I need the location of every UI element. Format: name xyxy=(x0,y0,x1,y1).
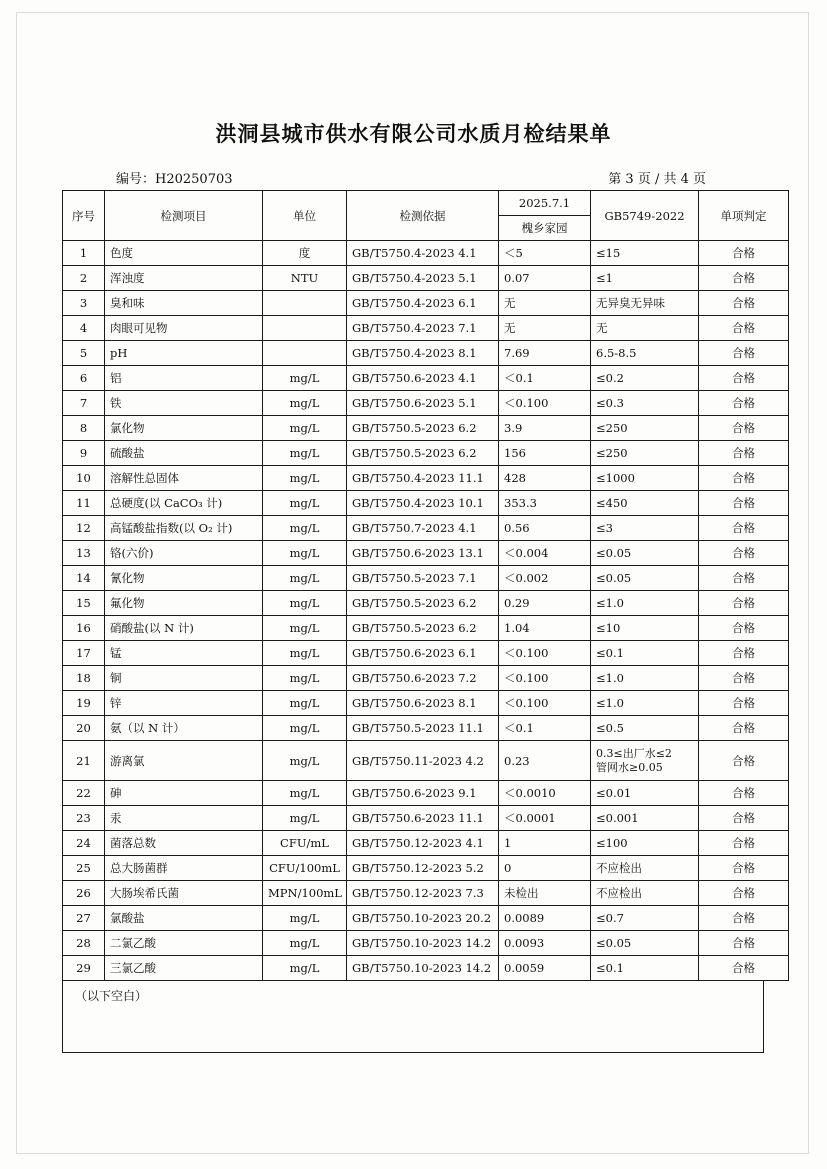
cell-judgement: 合格 xyxy=(699,666,789,691)
cell-no: 24 xyxy=(63,831,105,856)
cell-limit: ≤0.1 xyxy=(591,641,699,666)
cell-basis: GB/T5750.6-2023 8.1 xyxy=(347,691,499,716)
cell-judgement: 合格 xyxy=(699,831,789,856)
cell-no: 26 xyxy=(63,881,105,906)
cell-limit: 0.3≤出厂水≤2 管网水≥0.05 xyxy=(591,741,699,781)
cell-basis: GB/T5750.5-2023 7.1 xyxy=(347,566,499,591)
cell-basis: GB/T5750.6-2023 7.2 xyxy=(347,666,499,691)
header-item: 检测项目 xyxy=(105,191,263,241)
cell-no: 27 xyxy=(63,906,105,931)
cell-judgement: 合格 xyxy=(699,956,789,981)
cell-unit: mg/L xyxy=(263,391,347,416)
cell-item: 总大肠菌群 xyxy=(105,856,263,881)
cell-judgement: 合格 xyxy=(699,416,789,441)
table-row xyxy=(63,956,789,981)
header-sample-date: 2025.7.1 xyxy=(499,191,591,216)
cell-no: 15 xyxy=(63,591,105,616)
cell-judgement: 合格 xyxy=(699,491,789,516)
cell-limit: ≤0.3 xyxy=(591,391,699,416)
cell-judgement: 合格 xyxy=(699,931,789,956)
cell-judgement: 合格 xyxy=(699,441,789,466)
cell-item: 铁 xyxy=(105,391,263,416)
cell-no: 12 xyxy=(63,516,105,541)
table-row xyxy=(63,691,789,716)
page-number: 第 3 页 / 共 4 页 xyxy=(608,172,706,187)
cell-no: 28 xyxy=(63,931,105,956)
cell-unit: mg/L xyxy=(263,691,347,716)
cell-unit: mg/L xyxy=(263,956,347,981)
cell-value: ＜0.100 xyxy=(499,391,591,416)
cell-unit: mg/L xyxy=(263,366,347,391)
table-row xyxy=(63,666,789,691)
cell-value: ＜0.100 xyxy=(499,641,591,666)
cell-no: 11 xyxy=(63,491,105,516)
cell-basis: GB/T5750.11-2023 4.2 xyxy=(347,741,499,781)
cell-limit: 不应检出 xyxy=(591,881,699,906)
cell-unit: 度 xyxy=(263,241,347,266)
cell-value: ＜0.1 xyxy=(499,366,591,391)
cell-no: 14 xyxy=(63,566,105,591)
table-row xyxy=(63,466,789,491)
cell-unit: mg/L xyxy=(263,441,347,466)
cell-unit: mg/L xyxy=(263,666,347,691)
cell-limit: ≤0.01 xyxy=(591,781,699,806)
cell-limit: ≤15 xyxy=(591,241,699,266)
cell-value: 1 xyxy=(499,831,591,856)
cell-judgement: 合格 xyxy=(699,291,789,316)
cell-item: 锌 xyxy=(105,691,263,716)
cell-basis: GB/T5750.10-2023 20.2 xyxy=(347,906,499,931)
cell-unit xyxy=(263,291,347,316)
cell-value: 353.3 xyxy=(499,491,591,516)
cell-basis: GB/T5750.7-2023 4.1 xyxy=(347,516,499,541)
cell-unit xyxy=(263,341,347,366)
cell-no: 25 xyxy=(63,856,105,881)
cell-unit: mg/L xyxy=(263,906,347,931)
header-standard: GB5749-2022 xyxy=(591,191,699,241)
cell-item: 高锰酸盐指数(以 O₂ 计) xyxy=(105,516,263,541)
cell-unit: mg/L xyxy=(263,491,347,516)
table-row xyxy=(63,391,789,416)
cell-value: 0.23 xyxy=(499,741,591,781)
table-row xyxy=(63,266,789,291)
cell-unit: mg/L xyxy=(263,806,347,831)
table-row xyxy=(63,806,789,831)
cell-judgement: 合格 xyxy=(699,341,789,366)
cell-value: 3.9 xyxy=(499,416,591,441)
cell-basis: GB/T5750.6-2023 9.1 xyxy=(347,781,499,806)
cell-limit: ≤450 xyxy=(591,491,699,516)
cell-value: ＜5 xyxy=(499,241,591,266)
cell-item: 氯酸盐 xyxy=(105,906,263,931)
cell-item: 二氯乙酸 xyxy=(105,931,263,956)
cell-value: ＜0.100 xyxy=(499,691,591,716)
cell-basis: GB/T5750.4-2023 7.1 xyxy=(347,316,499,341)
cell-no: 19 xyxy=(63,691,105,716)
cell-no: 21 xyxy=(63,741,105,781)
cell-basis: GB/T5750.12-2023 4.1 xyxy=(347,831,499,856)
cell-item: 硝酸盐(以 N 计) xyxy=(105,616,263,641)
cell-unit: CFU/100mL xyxy=(263,856,347,881)
cell-value: ＜0.1 xyxy=(499,716,591,741)
cell-value: 0.07 xyxy=(499,266,591,291)
cell-basis: GB/T5750.10-2023 14.2 xyxy=(347,931,499,956)
cell-judgement: 合格 xyxy=(699,541,789,566)
cell-judgement: 合格 xyxy=(699,641,789,666)
cell-unit: mg/L xyxy=(263,741,347,781)
cell-item: 溶解性总固体 xyxy=(105,466,263,491)
table-row xyxy=(63,616,789,641)
cell-limit: 无 xyxy=(591,316,699,341)
table-row xyxy=(63,591,789,616)
table-row xyxy=(63,931,789,956)
cell-value: 7.69 xyxy=(499,341,591,366)
cell-item: 锰 xyxy=(105,641,263,666)
cell-limit: ≤0.1 xyxy=(591,956,699,981)
cell-limit: ≤0.05 xyxy=(591,541,699,566)
cell-limit: ≤250 xyxy=(591,441,699,466)
cell-basis: GB/T5750.6-2023 11.1 xyxy=(347,806,499,831)
cell-limit: ≤10 xyxy=(591,616,699,641)
cell-value: 未检出 xyxy=(499,881,591,906)
cell-value: 0.0059 xyxy=(499,956,591,981)
cell-unit: mg/L xyxy=(263,931,347,956)
cell-unit: mg/L xyxy=(263,716,347,741)
cell-item: 色度 xyxy=(105,241,263,266)
cell-basis: GB/T5750.4-2023 10.1 xyxy=(347,491,499,516)
document-meta xyxy=(116,168,716,187)
cell-unit: mg/L xyxy=(263,466,347,491)
cell-basis: GB/T5750.4-2023 6.1 xyxy=(347,291,499,316)
cell-no: 1 xyxy=(63,241,105,266)
cell-no: 2 xyxy=(63,266,105,291)
cell-item: 铬(六价) xyxy=(105,541,263,566)
cell-unit: mg/L xyxy=(263,781,347,806)
cell-no: 20 xyxy=(63,716,105,741)
cell-item: 浑浊度 xyxy=(105,266,263,291)
cell-unit: mg/L xyxy=(263,516,347,541)
header-judgement: 单项判定 xyxy=(699,191,789,241)
table-row xyxy=(63,881,789,906)
cell-unit: mg/L xyxy=(263,566,347,591)
cell-item: 肉眼可见物 xyxy=(105,316,263,341)
cell-limit: ≤100 xyxy=(591,831,699,856)
cell-item: 砷 xyxy=(105,781,263,806)
cell-basis: GB/T5750.5-2023 11.1 xyxy=(347,716,499,741)
cell-value: 0.0093 xyxy=(499,931,591,956)
cell-no: 9 xyxy=(63,441,105,466)
table-row xyxy=(63,541,789,566)
table-row xyxy=(63,491,789,516)
table-header xyxy=(63,191,789,241)
cell-value: ＜0.0010 xyxy=(499,781,591,806)
cell-no: 10 xyxy=(63,466,105,491)
cell-no: 7 xyxy=(63,391,105,416)
cell-judgement: 合格 xyxy=(699,691,789,716)
cell-value: ＜0.002 xyxy=(499,566,591,591)
cell-judgement: 合格 xyxy=(699,516,789,541)
table-row xyxy=(63,641,789,666)
cell-limit: ≤0.05 xyxy=(591,931,699,956)
cell-item: pH xyxy=(105,341,263,366)
header-no: 序号 xyxy=(63,191,105,241)
cell-judgement: 合格 xyxy=(699,391,789,416)
cell-basis: GB/T5750.6-2023 13.1 xyxy=(347,541,499,566)
blank-note: （以下空白） xyxy=(62,981,764,1053)
cell-item: 铜 xyxy=(105,666,263,691)
cell-no: 18 xyxy=(63,666,105,691)
cell-value: 1.04 xyxy=(499,616,591,641)
cell-unit: mg/L xyxy=(263,641,347,666)
cell-no: 29 xyxy=(63,956,105,981)
cell-judgement: 合格 xyxy=(699,906,789,931)
cell-basis: GB/T5750.12-2023 7.3 xyxy=(347,881,499,906)
cell-value: 156 xyxy=(499,441,591,466)
header-sample-site: 槐乡家园 xyxy=(499,216,591,241)
cell-judgement: 合格 xyxy=(699,856,789,881)
table-row xyxy=(63,741,789,781)
cell-judgement: 合格 xyxy=(699,591,789,616)
cell-item: 游离氯 xyxy=(105,741,263,781)
cell-judgement: 合格 xyxy=(699,806,789,831)
cell-limit: ≤0.2 xyxy=(591,366,699,391)
cell-limit: ≤3 xyxy=(591,516,699,541)
cell-no: 17 xyxy=(63,641,105,666)
cell-limit: 无异臭无异味 xyxy=(591,291,699,316)
cell-basis: GB/T5750.4-2023 5.1 xyxy=(347,266,499,291)
cell-basis: GB/T5750.10-2023 14.2 xyxy=(347,956,499,981)
cell-no: 4 xyxy=(63,316,105,341)
cell-value: 无 xyxy=(499,291,591,316)
cell-limit: ≤0.05 xyxy=(591,566,699,591)
cell-limit: ≤1 xyxy=(591,266,699,291)
cell-basis: GB/T5750.6-2023 4.1 xyxy=(347,366,499,391)
cell-item: 氯化物 xyxy=(105,416,263,441)
cell-value: 0 xyxy=(499,856,591,881)
cell-judgement: 合格 xyxy=(699,366,789,391)
table-row xyxy=(63,241,789,266)
table-row xyxy=(63,366,789,391)
cell-judgement: 合格 xyxy=(699,881,789,906)
cell-no: 23 xyxy=(63,806,105,831)
table-row xyxy=(63,856,789,881)
cell-item: 臭和味 xyxy=(105,291,263,316)
table-row xyxy=(63,316,789,341)
table-row xyxy=(63,781,789,806)
cell-value: 428 xyxy=(499,466,591,491)
cell-unit: mg/L xyxy=(263,616,347,641)
table-body xyxy=(63,241,789,981)
cell-judgement: 合格 xyxy=(699,466,789,491)
cell-value: 0.56 xyxy=(499,516,591,541)
cell-basis: GB/T5750.5-2023 6.2 xyxy=(347,416,499,441)
cell-judgement: 合格 xyxy=(699,316,789,341)
cell-unit: CFU/mL xyxy=(263,831,347,856)
cell-item: 氟化物 xyxy=(105,591,263,616)
cell-no: 22 xyxy=(63,781,105,806)
cell-limit: ≤0.5 xyxy=(591,716,699,741)
cell-unit: mg/L xyxy=(263,541,347,566)
header-basis: 检测依据 xyxy=(347,191,499,241)
cell-basis: GB/T5750.5-2023 6.2 xyxy=(347,616,499,641)
cell-judgement: 合格 xyxy=(699,566,789,591)
cell-unit: NTU xyxy=(263,266,347,291)
cell-basis: GB/T5750.4-2023 11.1 xyxy=(347,466,499,491)
table-row xyxy=(63,566,789,591)
cell-basis: GB/T5750.4-2023 8.1 xyxy=(347,341,499,366)
cell-no: 5 xyxy=(63,341,105,366)
cell-limit: 不应检出 xyxy=(591,856,699,881)
table-row xyxy=(63,441,789,466)
cell-item: 硫酸盐 xyxy=(105,441,263,466)
cell-basis: GB/T5750.5-2023 6.2 xyxy=(347,591,499,616)
cell-basis: GB/T5750.6-2023 6.1 xyxy=(347,641,499,666)
cell-unit: mg/L xyxy=(263,591,347,616)
table-row xyxy=(63,291,789,316)
cell-no: 13 xyxy=(63,541,105,566)
table-row xyxy=(63,831,789,856)
cell-item: 菌落总数 xyxy=(105,831,263,856)
cell-no: 6 xyxy=(63,366,105,391)
cell-limit: ≤1000 xyxy=(591,466,699,491)
cell-unit: mg/L xyxy=(263,416,347,441)
cell-value: 0.29 xyxy=(499,591,591,616)
cell-basis: GB/T5750.5-2023 6.2 xyxy=(347,441,499,466)
table-row xyxy=(63,716,789,741)
cell-judgement: 合格 xyxy=(699,781,789,806)
cell-limit: ≤0.001 xyxy=(591,806,699,831)
table-row xyxy=(63,516,789,541)
cell-no: 8 xyxy=(63,416,105,441)
cell-value: ＜0.004 xyxy=(499,541,591,566)
water-quality-table xyxy=(62,190,789,981)
cell-basis: GB/T5750.6-2023 5.1 xyxy=(347,391,499,416)
cell-item: 汞 xyxy=(105,806,263,831)
cell-basis: GB/T5750.4-2023 4.1 xyxy=(347,241,499,266)
cell-value: 无 xyxy=(499,316,591,341)
cell-limit: ≤250 xyxy=(591,416,699,441)
cell-item: 总硬度(以 CaCO₃ 计) xyxy=(105,491,263,516)
cell-item: 氰化物 xyxy=(105,566,263,591)
cell-limit: ≤0.7 xyxy=(591,906,699,931)
cell-limit: 6.5-8.5 xyxy=(591,341,699,366)
cell-judgement: 合格 xyxy=(699,241,789,266)
cell-limit: ≤1.0 xyxy=(591,666,699,691)
table-row xyxy=(63,906,789,931)
cell-limit: ≤1.0 xyxy=(591,591,699,616)
cell-unit xyxy=(263,316,347,341)
cell-value: ＜0.100 xyxy=(499,666,591,691)
cell-item: 三氯乙酸 xyxy=(105,956,263,981)
header-unit: 单位 xyxy=(263,191,347,241)
serial-number: 编号：H20250703 xyxy=(116,172,233,187)
cell-limit: ≤1.0 xyxy=(591,691,699,716)
cell-value: 0.0089 xyxy=(499,906,591,931)
cell-judgement: 合格 xyxy=(699,741,789,781)
cell-unit: MPN/100mL xyxy=(263,881,347,906)
cell-item: 铝 xyxy=(105,366,263,391)
cell-judgement: 合格 xyxy=(699,616,789,641)
cell-item: 氨（以 N 计） xyxy=(105,716,263,741)
page-title: 洪洞县城市供水有限公司水质月检结果单 xyxy=(215,121,612,146)
cell-basis: GB/T5750.12-2023 5.2 xyxy=(347,856,499,881)
table-row xyxy=(63,416,789,441)
cell-judgement: 合格 xyxy=(699,716,789,741)
cell-value: ＜0.0001 xyxy=(499,806,591,831)
cell-no: 16 xyxy=(63,616,105,641)
cell-judgement: 合格 xyxy=(699,266,789,291)
cell-item: 大肠埃希氏菌 xyxy=(105,881,263,906)
table-row xyxy=(63,341,789,366)
cell-no: 3 xyxy=(63,291,105,316)
